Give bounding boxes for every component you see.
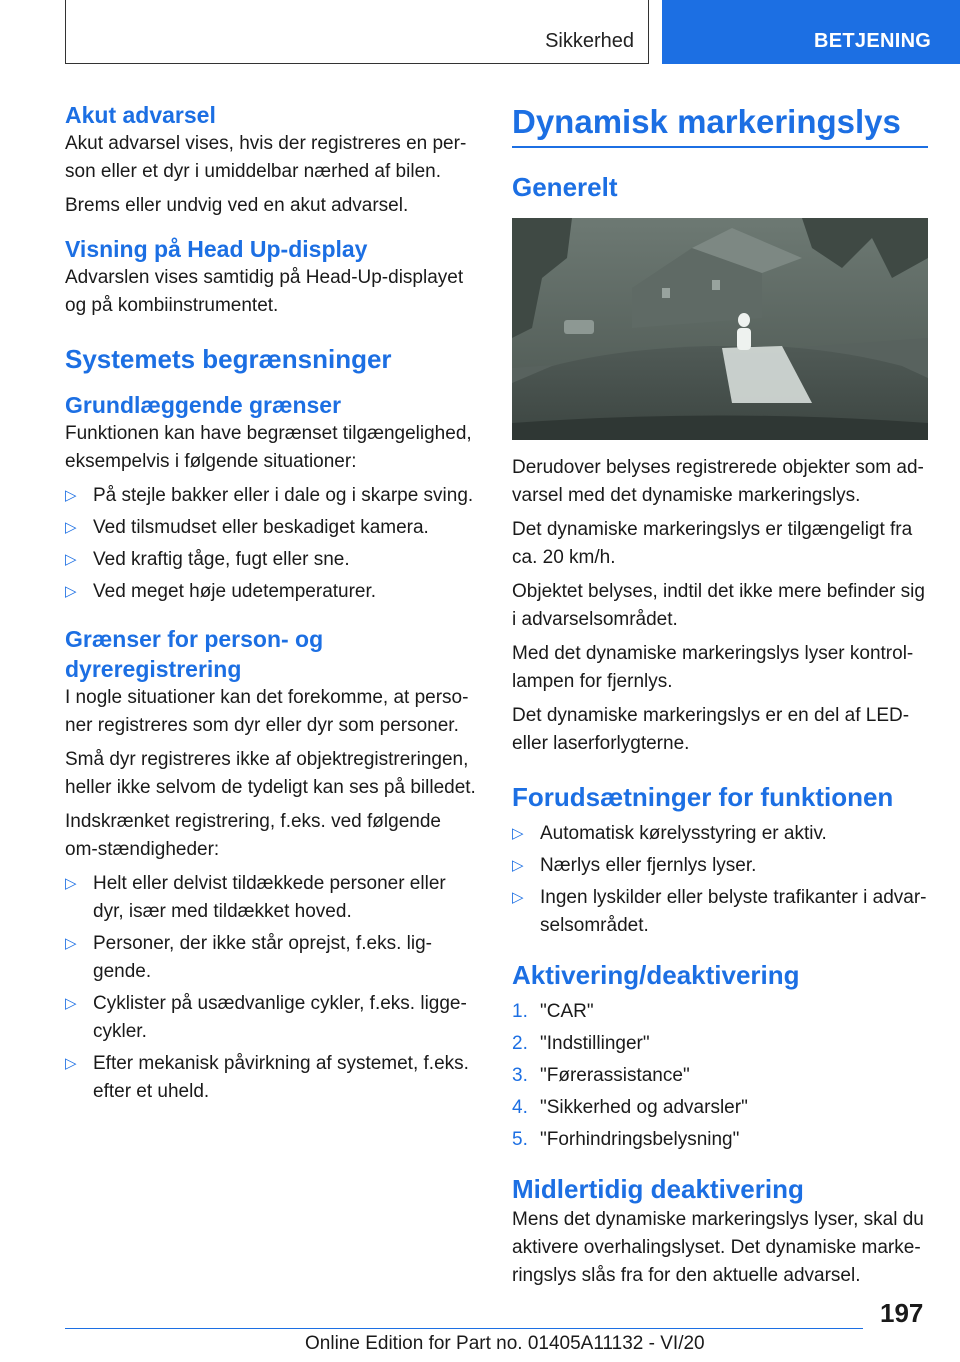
paragraph: Mens det dynamiske markeringslys lyser, skal du aktivere overhalingslyset. Det dynamiske marke-ringslys slås fra for den aktuelle advarsel. xyxy=(512,1209,924,1286)
list-item: 4. "Sikkerhed og advarsler" xyxy=(512,1097,748,1118)
paragraph: I nogle situationer kan det forekomme, at perso-ner registreres som dyr eller dyr som personer. xyxy=(65,687,469,736)
list-item: ▷ På stejle bakker eller i dale og i skarpe sving. xyxy=(65,482,477,510)
paragraph: Objektet belyses, indtil det ikke mere befinder sig i advarselsområdet. xyxy=(512,581,925,630)
list-item: ▷ Automatisk kørelysstyring er aktiv. xyxy=(512,820,928,848)
triangle-bullet-icon: ▷ xyxy=(65,1055,77,1072)
header-section-box xyxy=(65,0,649,64)
left-column xyxy=(65,100,477,1110)
heading-head-up-display: Visning på Head Up-display xyxy=(65,236,368,262)
paragraph: Akut advarsel vises, hvis der registreres en per-son eller et dyr i umiddelbar nærhed af bilen. xyxy=(65,133,467,182)
triangle-bullet-icon: ▷ xyxy=(65,935,77,952)
triangle-bullet-icon: ▷ xyxy=(512,857,524,874)
paragraph: Derudover belyses registrerede objekter som ad-varsel med det dynamiske markeringslys. xyxy=(512,457,924,506)
paragraph: Med det dynamiske markeringslys lyser kontrol-lampen for fjernlys. xyxy=(512,643,914,692)
prerequisites-list xyxy=(512,820,928,940)
paragraph: Det dynamiske markeringslys er en del af LED- eller laserforlygterne. xyxy=(512,705,910,754)
heading-general: Generelt xyxy=(512,172,618,202)
header-chapter-tab: BETJENING xyxy=(662,0,960,64)
list-item: ▷ Nærlys eller fjernlys lyser. xyxy=(512,852,928,880)
triangle-bullet-icon: ▷ xyxy=(65,875,77,892)
paragraph: Indskrænket registrering, f.eks. ved følgende om-stændigheder: xyxy=(65,811,441,860)
heading-basic-limits: Grundlæggende grænser xyxy=(65,392,342,418)
page-number: 197 xyxy=(880,1298,924,1328)
triangle-bullet-icon: ▷ xyxy=(65,519,77,536)
list-item: ▷ Personer, der ikke står oprejst, f.eks. lig-gende. xyxy=(65,930,477,986)
night-road-illustration xyxy=(512,218,928,440)
heading-dynamic-marker-light: Dynamisk markeringslys xyxy=(512,103,901,140)
basic-limits-list xyxy=(65,482,477,606)
triangle-bullet-icon: ▷ xyxy=(65,551,77,568)
heading-prerequisites: Forudsætninger for funktionen xyxy=(512,782,894,812)
list-item: ▷ Ingen lyskilder eller belyste trafikanter i advar-selsområdet. xyxy=(512,884,928,940)
paragraph: Advarslen vises samtidig på Head-Up-displayet og på kombiinstrumentet. xyxy=(65,267,464,316)
paragraph: Små dyr registreres ikke af objektregistreringen, heller ikke selvom de tydeligt kan ses på billedet. xyxy=(65,749,476,798)
list-item: ▷ Ved kraftig tåge, fugt eller sne. xyxy=(65,546,477,574)
list-item: 2. "Indstillinger" xyxy=(512,1033,650,1054)
triangle-bullet-icon: ▷ xyxy=(512,889,524,906)
triangle-bullet-icon: ▷ xyxy=(65,583,77,600)
triangle-bullet-icon: ▷ xyxy=(65,995,77,1012)
footer-edition: Online Edition for Part no. 01405A11132 - VI/20 xyxy=(305,1333,705,1354)
list-item: 1. "CAR" xyxy=(512,1001,594,1022)
paragraph: Funktionen kan have begrænset tilgængelighed, eksempelvis i følgende situationer: xyxy=(65,423,472,472)
right-column xyxy=(512,100,928,1290)
heading-activation: Aktivering/deaktivering xyxy=(512,960,800,990)
triangle-bullet-icon: ▷ xyxy=(512,825,524,842)
footer-rule xyxy=(65,1328,863,1329)
list-item: ▷ Cyklister på usædvanlige cykler, f.eks. ligge-cykler. xyxy=(65,990,477,1046)
paragraph: Brems eller undvig ved en akut advarsel. xyxy=(65,195,409,216)
list-item: 5. "Forhindringsbelysning" xyxy=(512,1129,740,1150)
list-item: ▷ Efter mekanisk påvirkning af systemet, f.eks. efter et uheld. xyxy=(65,1050,477,1106)
person-limits-list xyxy=(65,870,477,1106)
paragraph: Det dynamiske markeringslys er tilgængeligt fra ca. 20 km/h. xyxy=(512,519,913,568)
heading-person-animal-limits: Grænser for person- og dyreregistrering xyxy=(65,626,324,682)
list-item: ▷ Ved meget høje udetemperaturer. xyxy=(65,578,477,606)
heading-akut-advarsel: Akut advarsel xyxy=(65,102,216,128)
list-item: 3. "Førerassistance" xyxy=(512,1065,690,1086)
header-section-title: Sikkerhed xyxy=(545,30,634,52)
heading-system-limits: Systemets begrænsninger xyxy=(65,344,392,374)
heading-temporary-deactivation: Midlertidig deaktivering xyxy=(512,1174,804,1204)
triangle-bullet-icon: ▷ xyxy=(65,487,77,504)
list-item: ▷ Helt eller delvist tildækkede personer eller dyr, især med tildækket hoved. xyxy=(65,870,477,926)
activation-steps xyxy=(512,998,928,1154)
list-item: ▷ Ved tilsmudset eller beskadiget kamera. xyxy=(65,514,477,542)
